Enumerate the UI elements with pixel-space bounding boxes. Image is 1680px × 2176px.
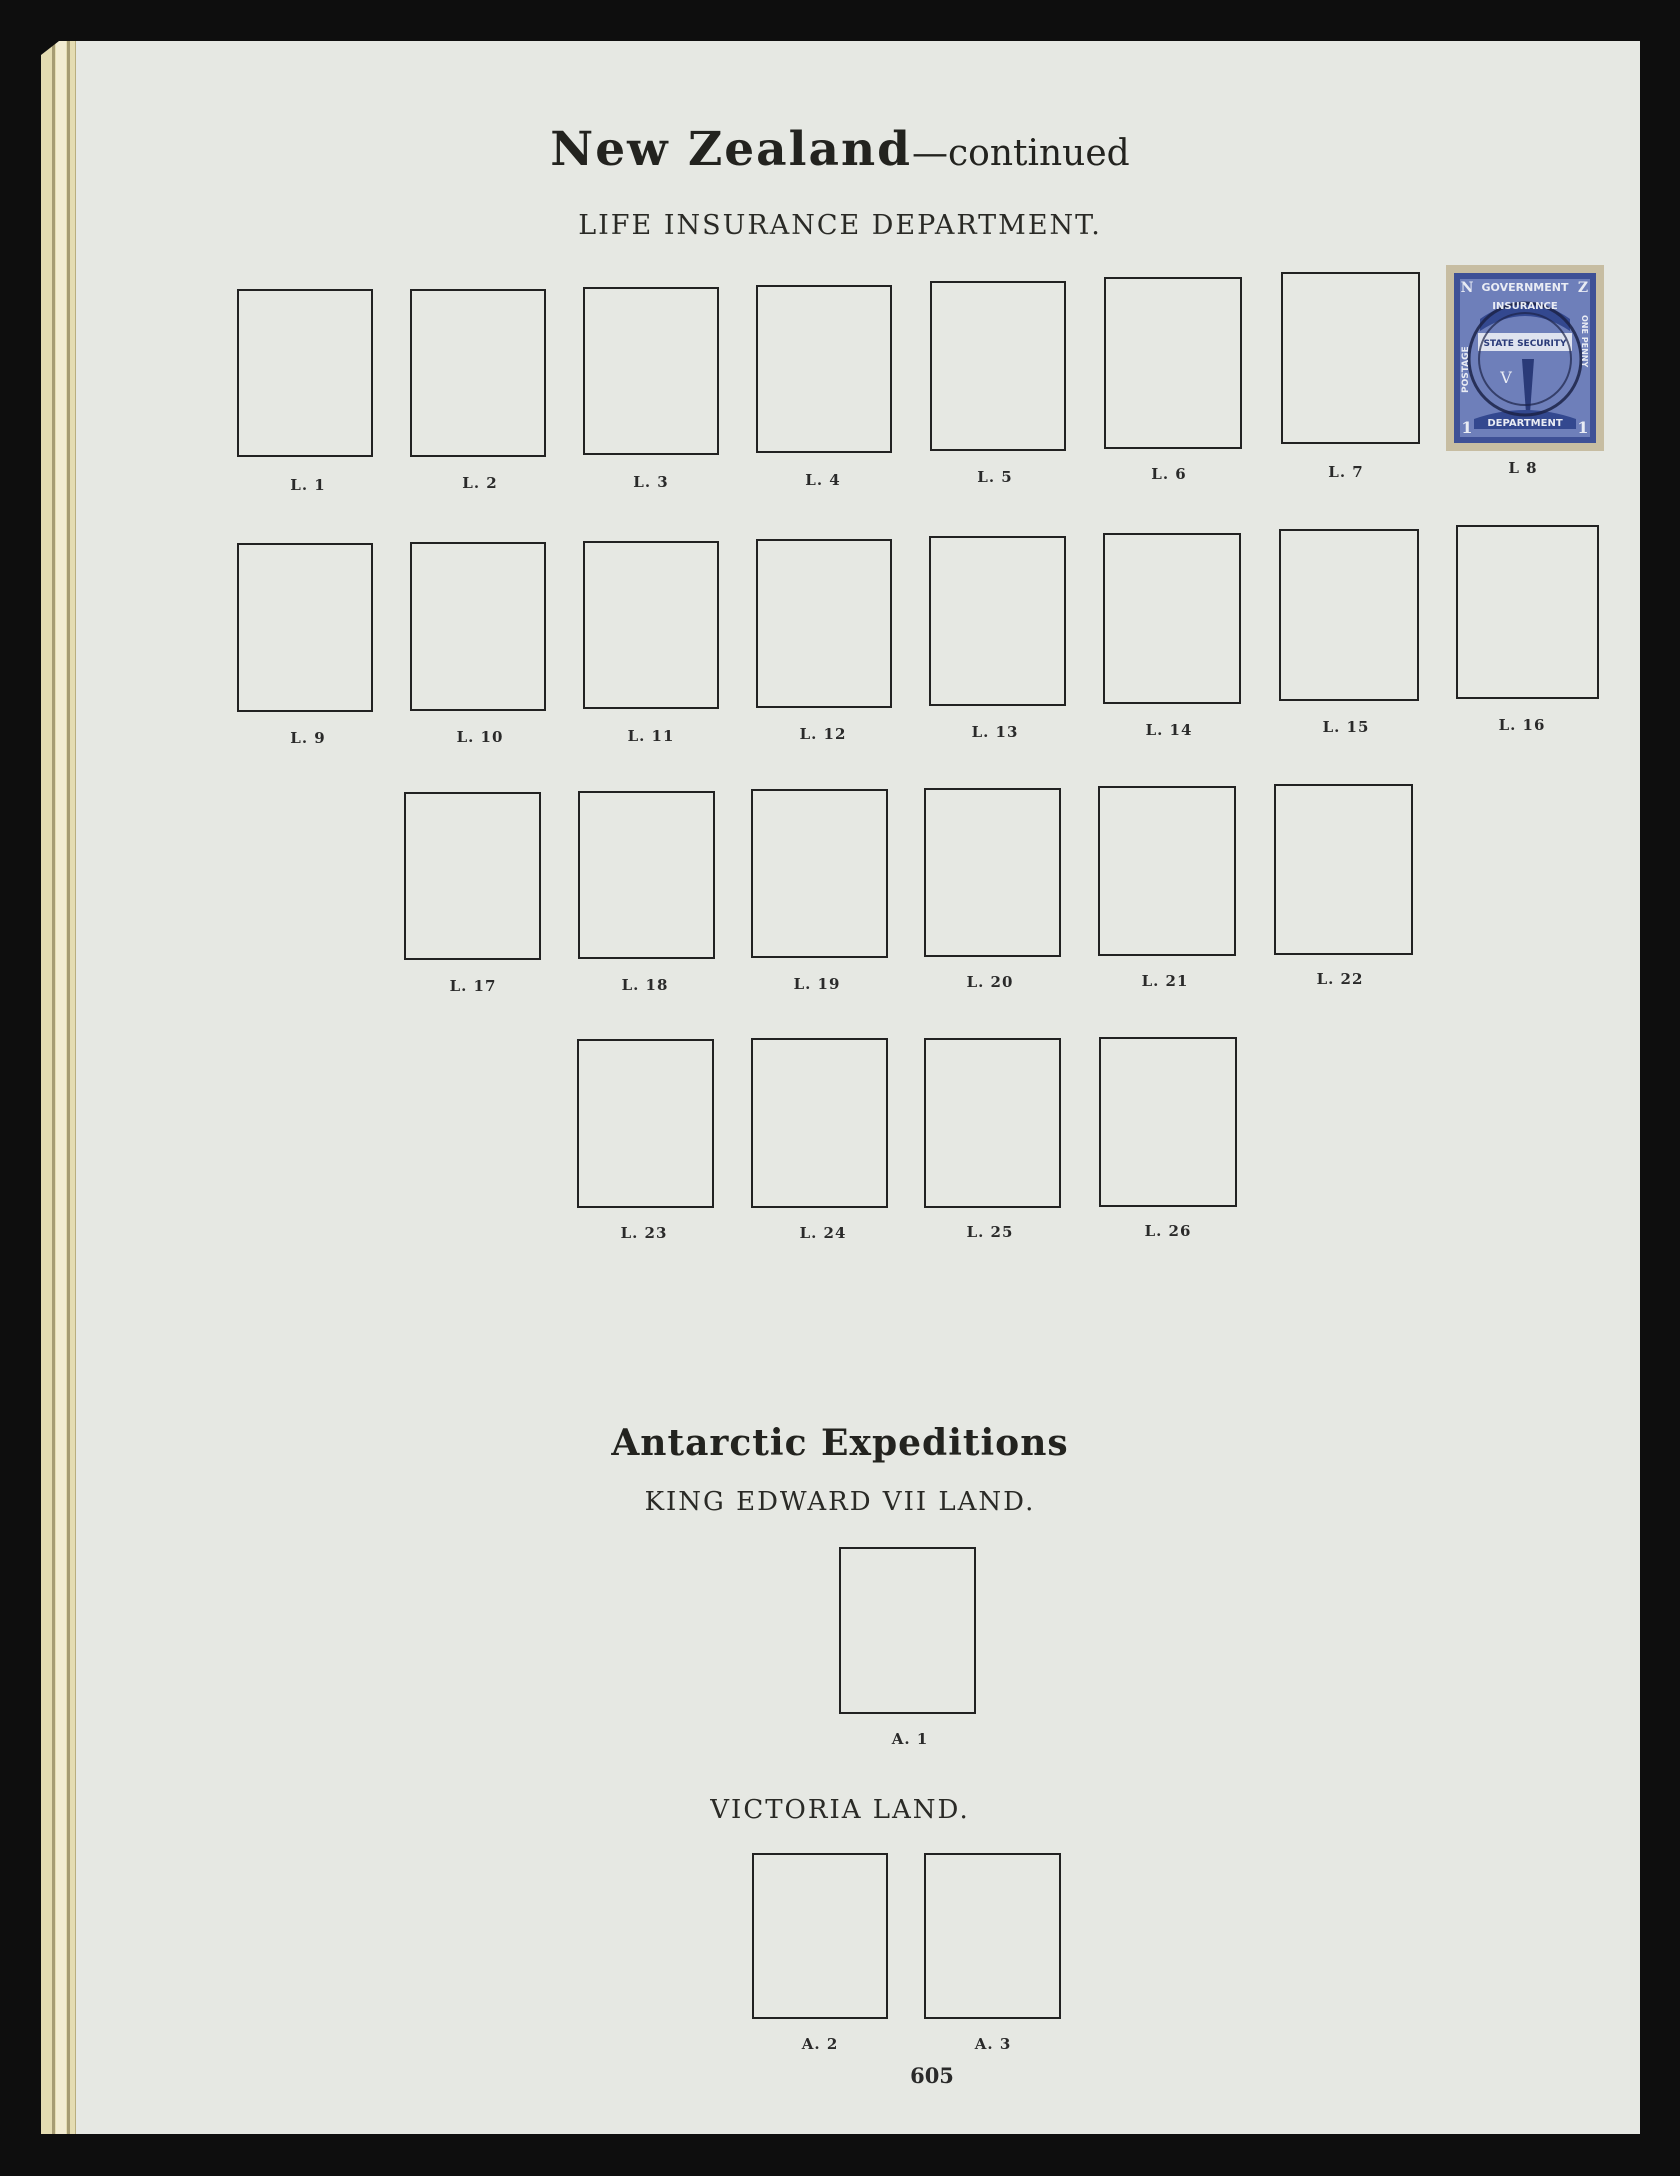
stamp-slot-l22[interactable] <box>1274 784 1413 955</box>
stamp-value-right: 1 <box>1577 418 1589 437</box>
king-edward-heading: KING EDWARD VII LAND. <box>644 1487 1036 1517</box>
stamp-slot-a1[interactable] <box>839 1547 976 1714</box>
page-title-main: New Zealand <box>550 122 912 177</box>
slot-label-l17: L. 17 <box>449 977 497 995</box>
stamp-slot-l4[interactable] <box>756 285 892 453</box>
stamp-slot-l6[interactable] <box>1104 277 1242 449</box>
stamp-corner-left: N <box>1460 280 1474 296</box>
stamp-slot-l2[interactable] <box>410 289 546 457</box>
slot-label-l10: L. 10 <box>456 728 504 746</box>
slot-label-l13: L. 13 <box>971 723 1019 741</box>
slot-label-l4: L. 4 <box>805 471 841 489</box>
stamp-slot-l1[interactable] <box>237 289 373 457</box>
stamp-slot-l19[interactable] <box>751 789 888 958</box>
slot-label-l11: L. 11 <box>627 727 675 745</box>
stamp-slot-l5[interactable] <box>930 281 1066 451</box>
slot-label-l6: L. 6 <box>1151 465 1187 483</box>
slot-label-a3: A. 3 <box>974 2035 1012 2053</box>
slot-label-l22: L. 22 <box>1316 970 1364 988</box>
stamp-corner-right: Z <box>1577 280 1589 296</box>
life-insurance-heading: LIFE INSURANCE DEPARTMENT. <box>578 210 1102 241</box>
stamp-banner-text: STATE SECURITY <box>1483 339 1567 349</box>
slot-label-l19: L. 19 <box>793 975 841 993</box>
page-corner <box>41 41 59 55</box>
slot-label-l1: L. 1 <box>290 476 326 494</box>
stamp-left-text: POSTAGE <box>1461 346 1471 393</box>
stamp-value-left: 1 <box>1461 418 1473 437</box>
stamp-slot-l21[interactable] <box>1098 786 1236 956</box>
stamp-mid-text: INSURANCE <box>1492 301 1558 312</box>
page-title-suffix: —continued <box>911 133 1130 174</box>
slot-label-l21: L. 21 <box>1141 972 1189 990</box>
stamp-slot-l25[interactable] <box>924 1038 1061 1208</box>
stamp-slot-l7[interactable] <box>1281 272 1420 444</box>
page-number: 605 <box>910 2063 954 2088</box>
slot-label-l7: L. 7 <box>1328 463 1364 481</box>
stamp-center-letter: V <box>1500 368 1512 387</box>
stamp-top-text: GOVERNMENT <box>1481 281 1569 294</box>
slot-label-l3: L. 3 <box>633 473 669 491</box>
slot-label-l18: L. 18 <box>621 976 669 994</box>
slot-label-l14: L. 14 <box>1145 721 1193 739</box>
stamp-slot-l24[interactable] <box>751 1038 888 1208</box>
stamp-slot-l17[interactable] <box>404 792 541 960</box>
page-title <box>0 122 1680 177</box>
slot-label-l8: L 8 <box>1508 459 1538 477</box>
slot-label-l9: L. 9 <box>290 729 326 747</box>
victoria-land-heading: VICTORIA LAND. <box>710 1795 970 1825</box>
slot-label-l5: L. 5 <box>977 468 1013 486</box>
stamp-slot-l26[interactable] <box>1099 1037 1237 1207</box>
stamp-l8[interactable] <box>1444 263 1606 453</box>
stamp-slot-l16[interactable] <box>1456 525 1599 699</box>
stamp-slot-l14[interactable] <box>1103 533 1241 704</box>
stamp-right-text: ONE PENNY <box>1580 315 1589 368</box>
stamp-slot-l9[interactable] <box>237 543 373 712</box>
slot-label-l16: L. 16 <box>1498 716 1546 734</box>
stamp-slot-a3[interactable] <box>924 1853 1061 2019</box>
slot-label-a1: A. 1 <box>891 1730 929 1748</box>
slot-label-l25: L. 25 <box>966 1223 1014 1241</box>
stamp-slot-a2[interactable] <box>752 1853 888 2019</box>
slot-label-a2: A. 2 <box>801 2035 839 2053</box>
slot-label-l24: L. 24 <box>799 1224 847 1242</box>
slot-label-l20: L. 20 <box>966 973 1014 991</box>
slot-label-l23: L. 23 <box>620 1224 668 1242</box>
stamp-slot-l23[interactable] <box>577 1039 714 1208</box>
slot-label-l15: L. 15 <box>1322 718 1370 736</box>
slot-label-l12: L. 12 <box>799 725 847 743</box>
stamp-slot-l13[interactable] <box>929 536 1066 706</box>
slot-label-l26: L. 26 <box>1144 1222 1192 1240</box>
stamp-slot-l10[interactable] <box>410 542 546 711</box>
stamp-slot-l15[interactable] <box>1279 529 1419 701</box>
stamp-slot-l18[interactable] <box>578 791 715 959</box>
stamp-slot-l3[interactable] <box>583 287 719 455</box>
stamp-slot-l20[interactable] <box>924 788 1061 957</box>
stamp-slot-l12[interactable] <box>756 539 892 708</box>
stamp-bottom-text: DEPARTMENT <box>1487 418 1563 429</box>
antarctic-heading: Antarctic Expeditions <box>611 1422 1069 1464</box>
slot-label-l2: L. 2 <box>462 474 498 492</box>
stamp-slot-l11[interactable] <box>583 541 719 709</box>
